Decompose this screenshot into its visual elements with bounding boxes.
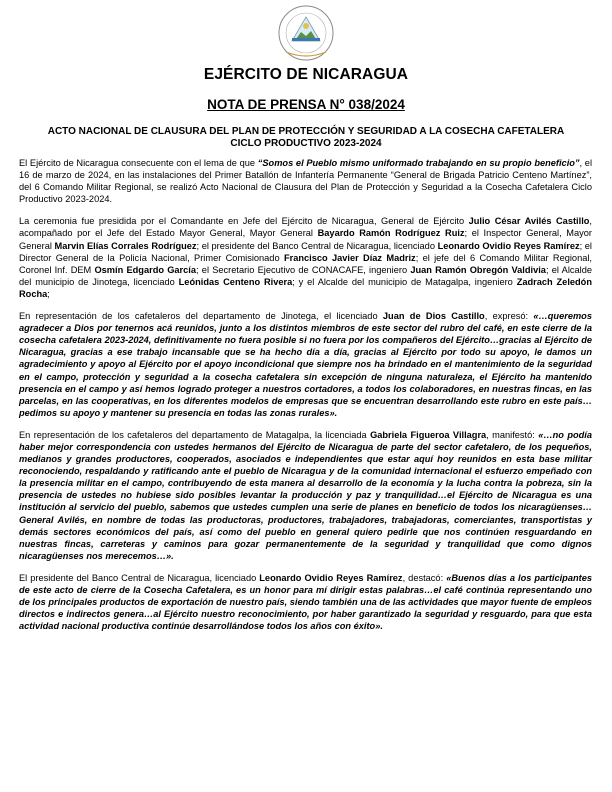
paragraph-ceremony: La ceremonia fue presidida por el Comandante en Jefe del Ejército de Nicaragua, General de Ejército Julio César Avilés Castillo, acompañado por el Jefe del Estado Mayor General, Mayor General Bayardo Ramón Rodríguez Ruiz; el Inspector General, Mayor General Marvin Elías Corrales Rodríguez; el presidente del Banco Central de Nicaragua, licenciado Leonardo Ovidio Reyes Ramírez; el Director General de la Policía Nacional, Primer Comisionado Francisco Javier Díaz Madriz; el jefe del 6 Comando Militar Regional, Coronel Inf. DEM Osmín Edgardo García; el Secretario Ejecutivo de CONACAFE, ingeniero Juan Ramón Obregón Valdivia; el Alcalde del municipio de Jinotega, licenciado Leónidas Centeno Rivera; y el Alcalde del municipio de Matagalpa, ingeniero Zadrach Zeledón Rocha;	[19, 216, 592, 299]
paragraph-matagalpa: En representación de los cafetaleros del departamento de Matagalpa, la licenciada Gabriela Figueroa Villagra, manifestó: «…no podía haber mejor correspondencia con ustedes hermanos del Ejército de Nicaragua de parte del sector cafetalero, de los pequeños, medianos y grandes productores, cooperados, asociados e independientes que estar aquí hoy reunidos en esta base militar reconociendo, respaldando y ratificando ante el pueblo de Nicaragua y de la comunidad internacional el esfuerzo empeñado con la presencia militar en el campo, contribuyendo de esta manera al desarrollo de la economía y la lucha contra la pobreza, sin la presencia de ustedes no hubiese sido posibles levantar la producción y paz y tranquilidad…el Ejército de Nicaragua es una institución al servicio del pueblo, sabemos que ustedes cumplen una serie de planes en beneficio de todos los nicaragüenses…General Avilés, en nombre de todas las productoras, productores, trabajadores, trabajadoras, comerciantes, transportistas y demás sectores económicos del país, así como del pueblo en general quiero pedirle que nos continúen resguardando en nuestras fincas, carreteras y caminos para gozar permanentemente de la seguridad y tranquilidad que como dignos nicaragüenses nos merecemos…».	[19, 429, 592, 561]
army-seal-logo	[276, 4, 336, 62]
paragraph-jinotega: En representación de los cafetaleros del departamento de Jinotega, el licenciado Juan de Dios Castillo, expresó: «…queremos agradecer a Dios por tenernos acá reunidos, junto a los distintos miembros de este sector del rubro del café, en este cierre de la cosecha cafetalera 2023-2024, definitivamente no fuera posible si no fuera por los compañeros del Ejército…gracias al Ejército de Nicaragua, gracias a ese trabajo incansable que se ha hecho día a día, gracias al Ejército por todo su apoyo, le damos un agradecimiento y apoyo al Ejército por el apoyo incondicional que siempre nos ha brindado en el mantenimiento de la seguridad en el campo, protección y seguridad a la cosecha cafetalera sin excepción de ninguna naturaleza, el Ejército ha mantenido presencia en el campo y así hemos logrado proteger a nuestros cortadores, a todos los colaboradores, en nuestras fincas, en las parcelas, en las cooperativas, en los diferentes modelos de empresas que se encuentran desarrollando este rubro en este país…pedimos su apoyo y mantener su presencia en todas las zonas rurales».	[19, 311, 592, 418]
paragraph-intro: El Ejército de Nicaragua consecuente con el lema de que “Somos el Pueblo mismo uniformado trabajando en su propio beneficio”, el 16 de marzo de 2024, en las instalaciones del Primer Batallón de Infantería Permanente “General de Brigada Patricio Centeno Martínez”, del 6 Comando Militar Regional, se realizó Acto Nacional de Clausura del Plan de Protección y Seguridad a la Cosecha Cafetalera Ciclo Productivo 2023-2024.	[19, 158, 593, 205]
press-body	[19, 157, 592, 632]
organization-name: EJÉRCITO DE NICARAGUA	[203, 66, 409, 83]
press-headline: ACTO NACIONAL DE CLAUSURA DEL PLAN DE PROTECCIÓN Y SEGURIDAD A LA COSECHA CAFETALERA CICLO PRODUCTIVO 2023-2024	[47, 126, 565, 149]
press-note-number: NOTA DE PRENSA N° 038/2024	[207, 97, 405, 112]
paragraph-central-bank: El presidente del Banco Central de Nicaragua, licenciado Leonardo Ovidio Reyes Ramírez, destacó: «Buenos días a los participantes de este acto de cierre de la Cosecha Cafetalera, es un honor para mí dirigir estas palabras…el café continúa representando uno de los principales productos de exportación de nuestro país, siendo también una de las actividades que mayor fuente de empleos directos e indirectos genera…al Ejército nuestro reconocimiento, por haber garantizado la seguridad y resguardo, para que esta actividad nacional productiva continúe desarrollándose todos los años con éxito».	[19, 572, 592, 632]
